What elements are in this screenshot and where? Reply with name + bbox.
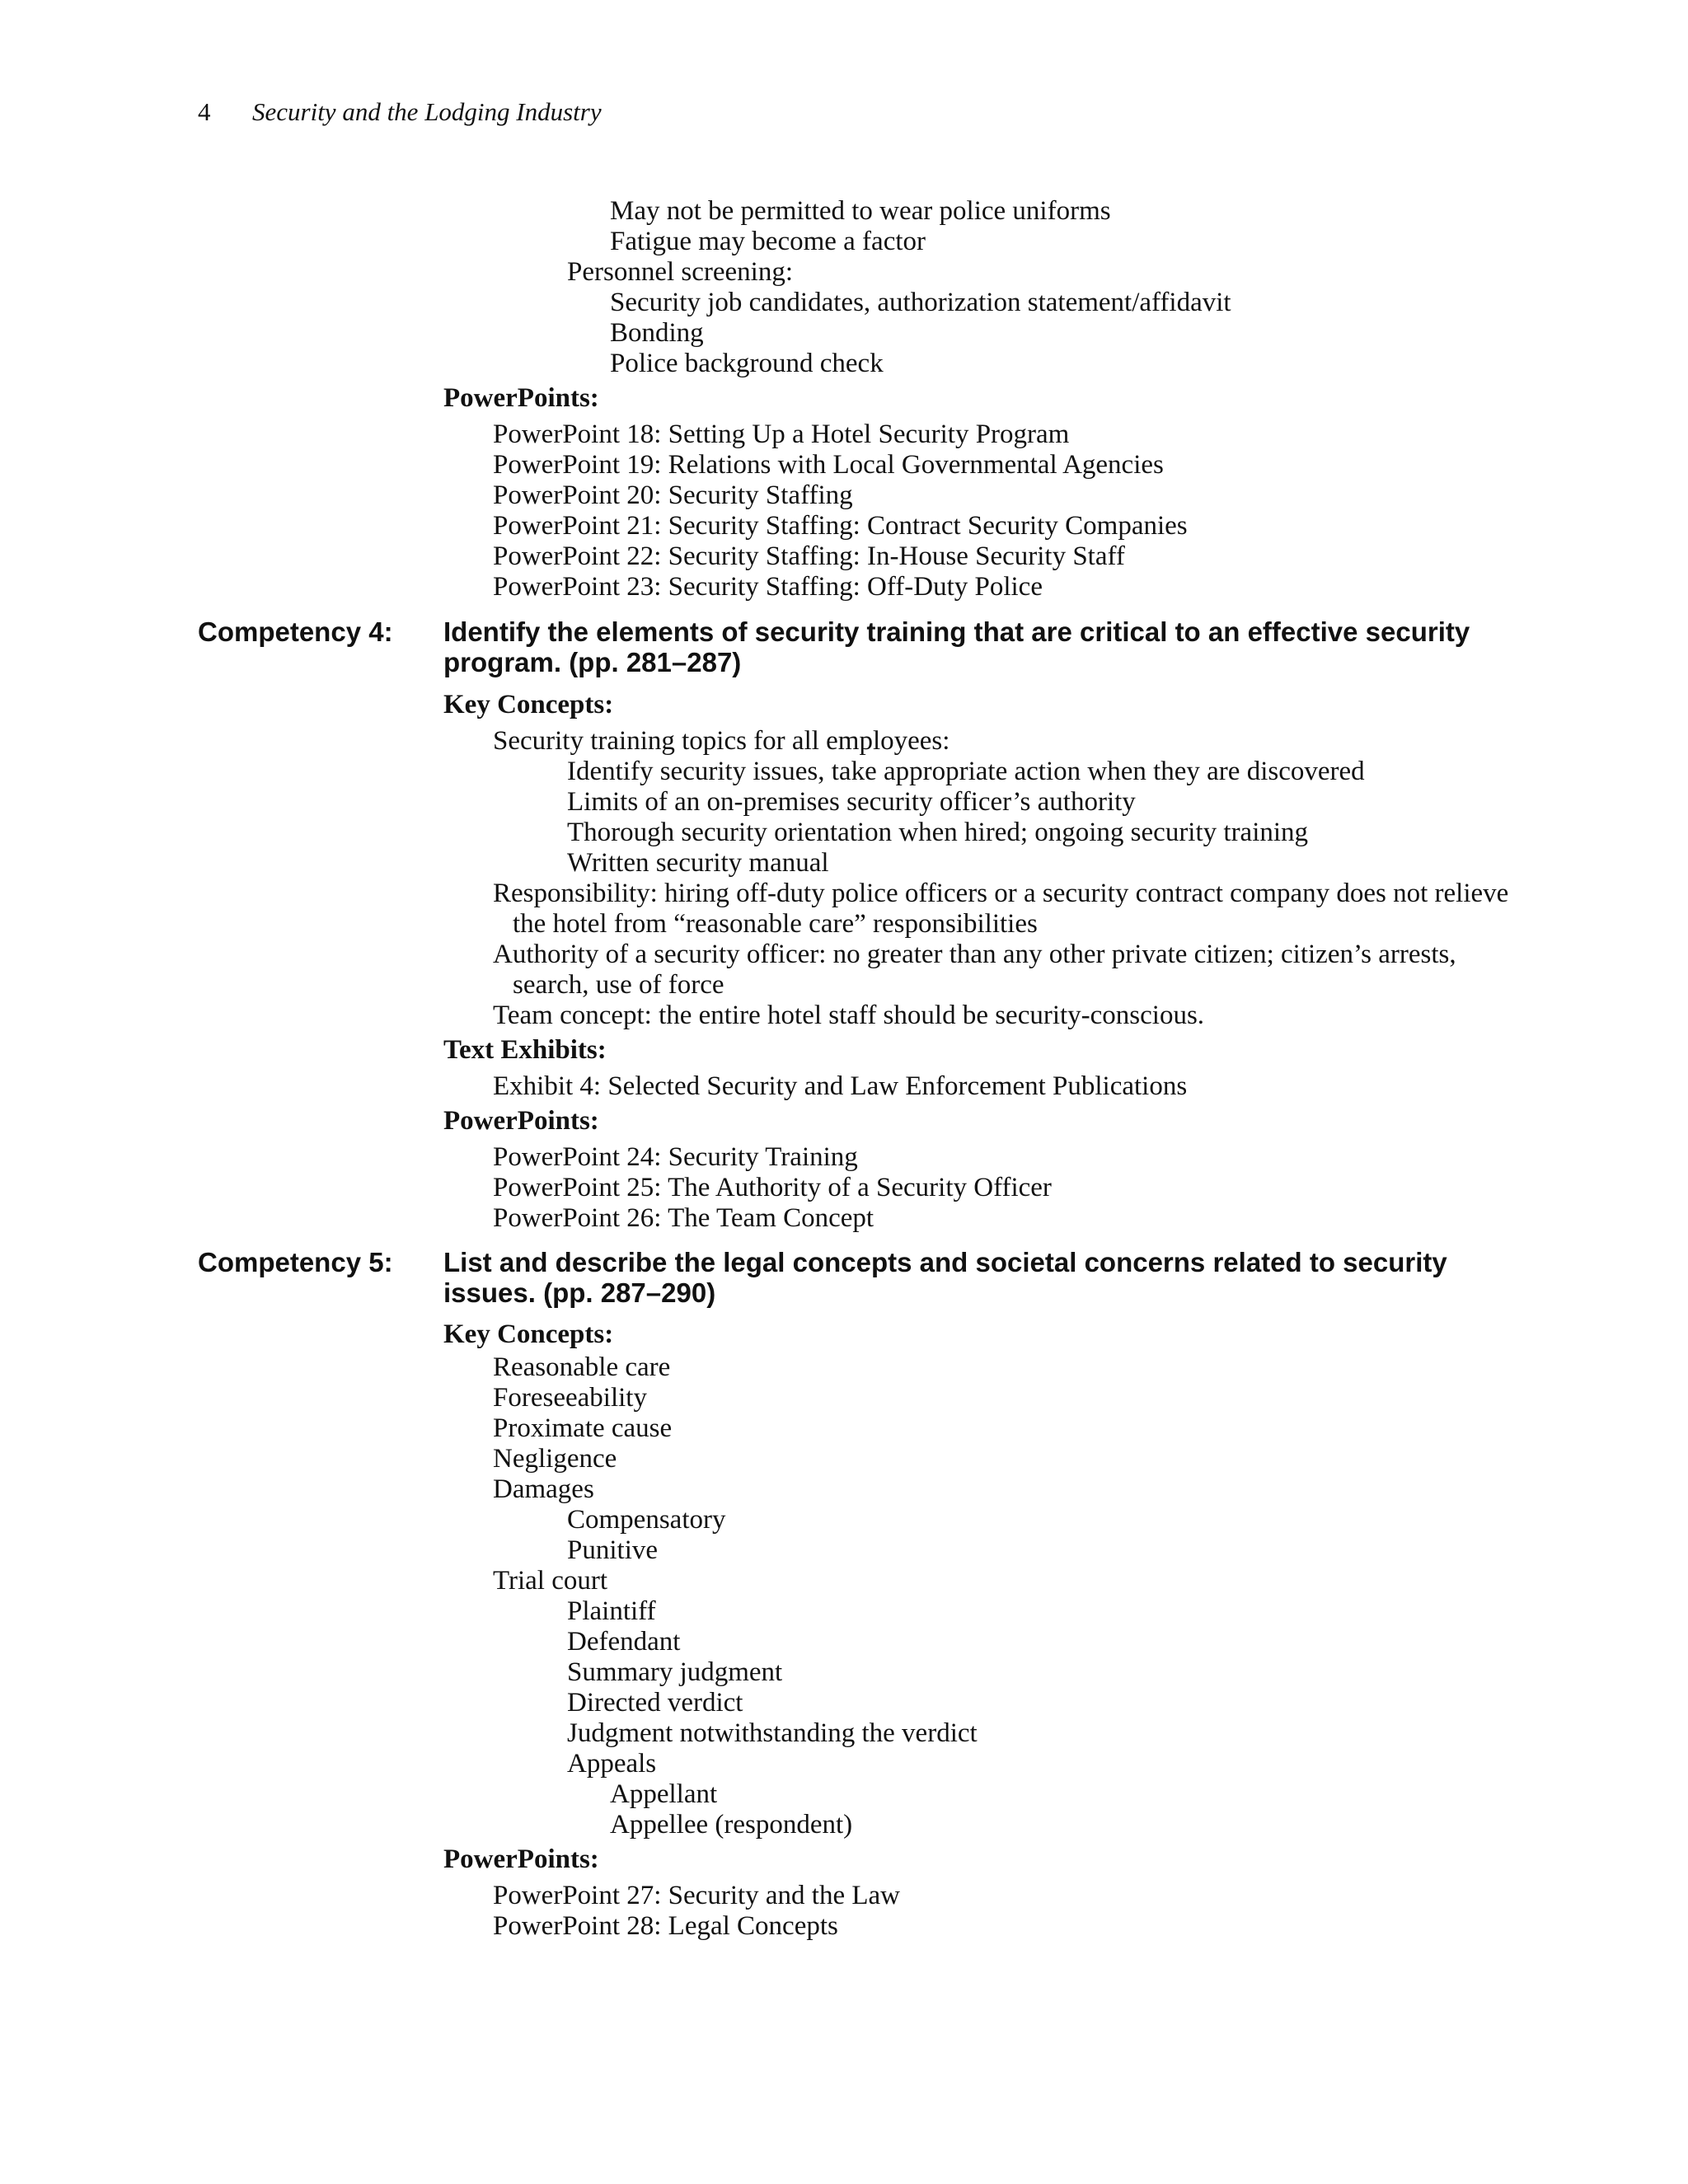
concept-item: Reasonable care xyxy=(493,1352,671,1382)
page-number: 4 xyxy=(198,97,211,126)
list-item: Appellee (respondent) xyxy=(610,1810,853,1840)
powerpoint-item: PowerPoint 24: Security Training xyxy=(493,1142,858,1172)
list-item: Fatigue may become a factor xyxy=(610,227,926,256)
powerpoint-item: PowerPoint 19: Relations with Local Governmental Agencies xyxy=(493,450,1164,480)
personnel-screening-heading: Personnel screening: xyxy=(567,257,794,287)
powerpoint-item: PowerPoint 28: Legal Concepts xyxy=(493,1911,838,1941)
damages-heading: Damages xyxy=(493,1474,594,1504)
list-item: Punitive xyxy=(567,1535,659,1565)
powerpoints-label: PowerPoints: xyxy=(443,383,599,413)
list-item: Written security manual xyxy=(567,848,829,878)
key-concepts-label: Key Concepts: xyxy=(443,690,614,719)
powerpoint-item: PowerPoint 20: Security Staffing xyxy=(493,480,853,510)
key-concepts-label: Key Concepts: xyxy=(443,1319,614,1349)
competency-5-statement: List and describe the legal concepts and societal concerns related to security issues. (pp. 287–290) xyxy=(443,1247,1447,1308)
list-item: Summary judgment xyxy=(567,1657,783,1687)
competency-4-statement: Identify the elements of security training that are critical to an effective security program. (pp. 281–287) xyxy=(443,616,1470,677)
text-exhibits-label: Text Exhibits: xyxy=(443,1035,607,1065)
powerpoints-label: PowerPoints: xyxy=(443,1844,599,1874)
list-item: Thorough security orientation when hired; ongoing security training xyxy=(567,818,1309,847)
powerpoint-item: PowerPoint 18: Setting Up a Hotel Security Program xyxy=(493,419,1070,449)
list-item: Identify security issues, take appropriate action when they are discovered xyxy=(567,757,1365,786)
trial-court-heading: Trial court xyxy=(493,1566,608,1596)
running-head xyxy=(198,96,602,129)
powerpoint-item: PowerPoint 22: Security Staffing: In-House Security Staff xyxy=(493,541,1125,571)
list-item: Judgment notwithstanding the verdict xyxy=(567,1718,978,1748)
powerpoint-item: PowerPoint 21: Security Staffing: Contract Security Companies xyxy=(493,511,1188,541)
powerpoints-label: PowerPoints: xyxy=(443,1106,599,1136)
powerpoint-item: PowerPoint 25: The Authority of a Security Officer xyxy=(493,1173,1052,1202)
list-item: Defendant xyxy=(567,1627,681,1657)
book-title: Security and the Lodging Industry xyxy=(252,97,602,126)
powerpoint-item: PowerPoint 27: Security and the Law xyxy=(493,1881,901,1910)
list-item: Plaintiff xyxy=(567,1596,656,1626)
list-item: May not be permitted to wear police uniforms xyxy=(610,196,1111,226)
training-topics-heading: Security training topics for all employees: xyxy=(493,726,950,756)
powerpoint-item: PowerPoint 26: The Team Concept xyxy=(493,1203,874,1233)
responsibility-item: Responsibility: hiring off-duty police officers or a security contract company does not relieve the hotel from “reasonable care” responsibilities xyxy=(493,879,1509,939)
competency-5-label: Competency 5: xyxy=(198,1247,393,1277)
list-item: Police background check xyxy=(610,349,884,378)
concept-item: Foreseeability xyxy=(493,1383,647,1413)
list-item: Appellant xyxy=(610,1779,718,1809)
list-item: Compensatory xyxy=(567,1505,726,1535)
concept-item: Negligence xyxy=(493,1444,617,1474)
team-concept-item: Team concept: the entire hotel staff should be security-conscious. xyxy=(493,1001,1205,1030)
list-item: Limits of an on-premises security officer’s authority xyxy=(567,787,1136,817)
appeals-heading: Appeals xyxy=(567,1749,657,1779)
list-item: Security job candidates, authorization statement/affidavit xyxy=(610,288,1231,317)
list-item: Bonding xyxy=(610,318,704,348)
exhibit-item: Exhibit 4: Selected Security and Law Enforcement Publications xyxy=(493,1071,1188,1101)
list-item: Directed verdict xyxy=(567,1688,743,1718)
powerpoint-item: PowerPoint 23: Security Staffing: Off-Duty Police xyxy=(493,572,1043,602)
competency-4-label: Competency 4: xyxy=(198,616,393,647)
concept-item: Proximate cause xyxy=(493,1413,673,1443)
authority-item: Authority of a security officer: no greater than any other private citizen; citizen’s arrests, search, use of force xyxy=(493,940,1456,1000)
